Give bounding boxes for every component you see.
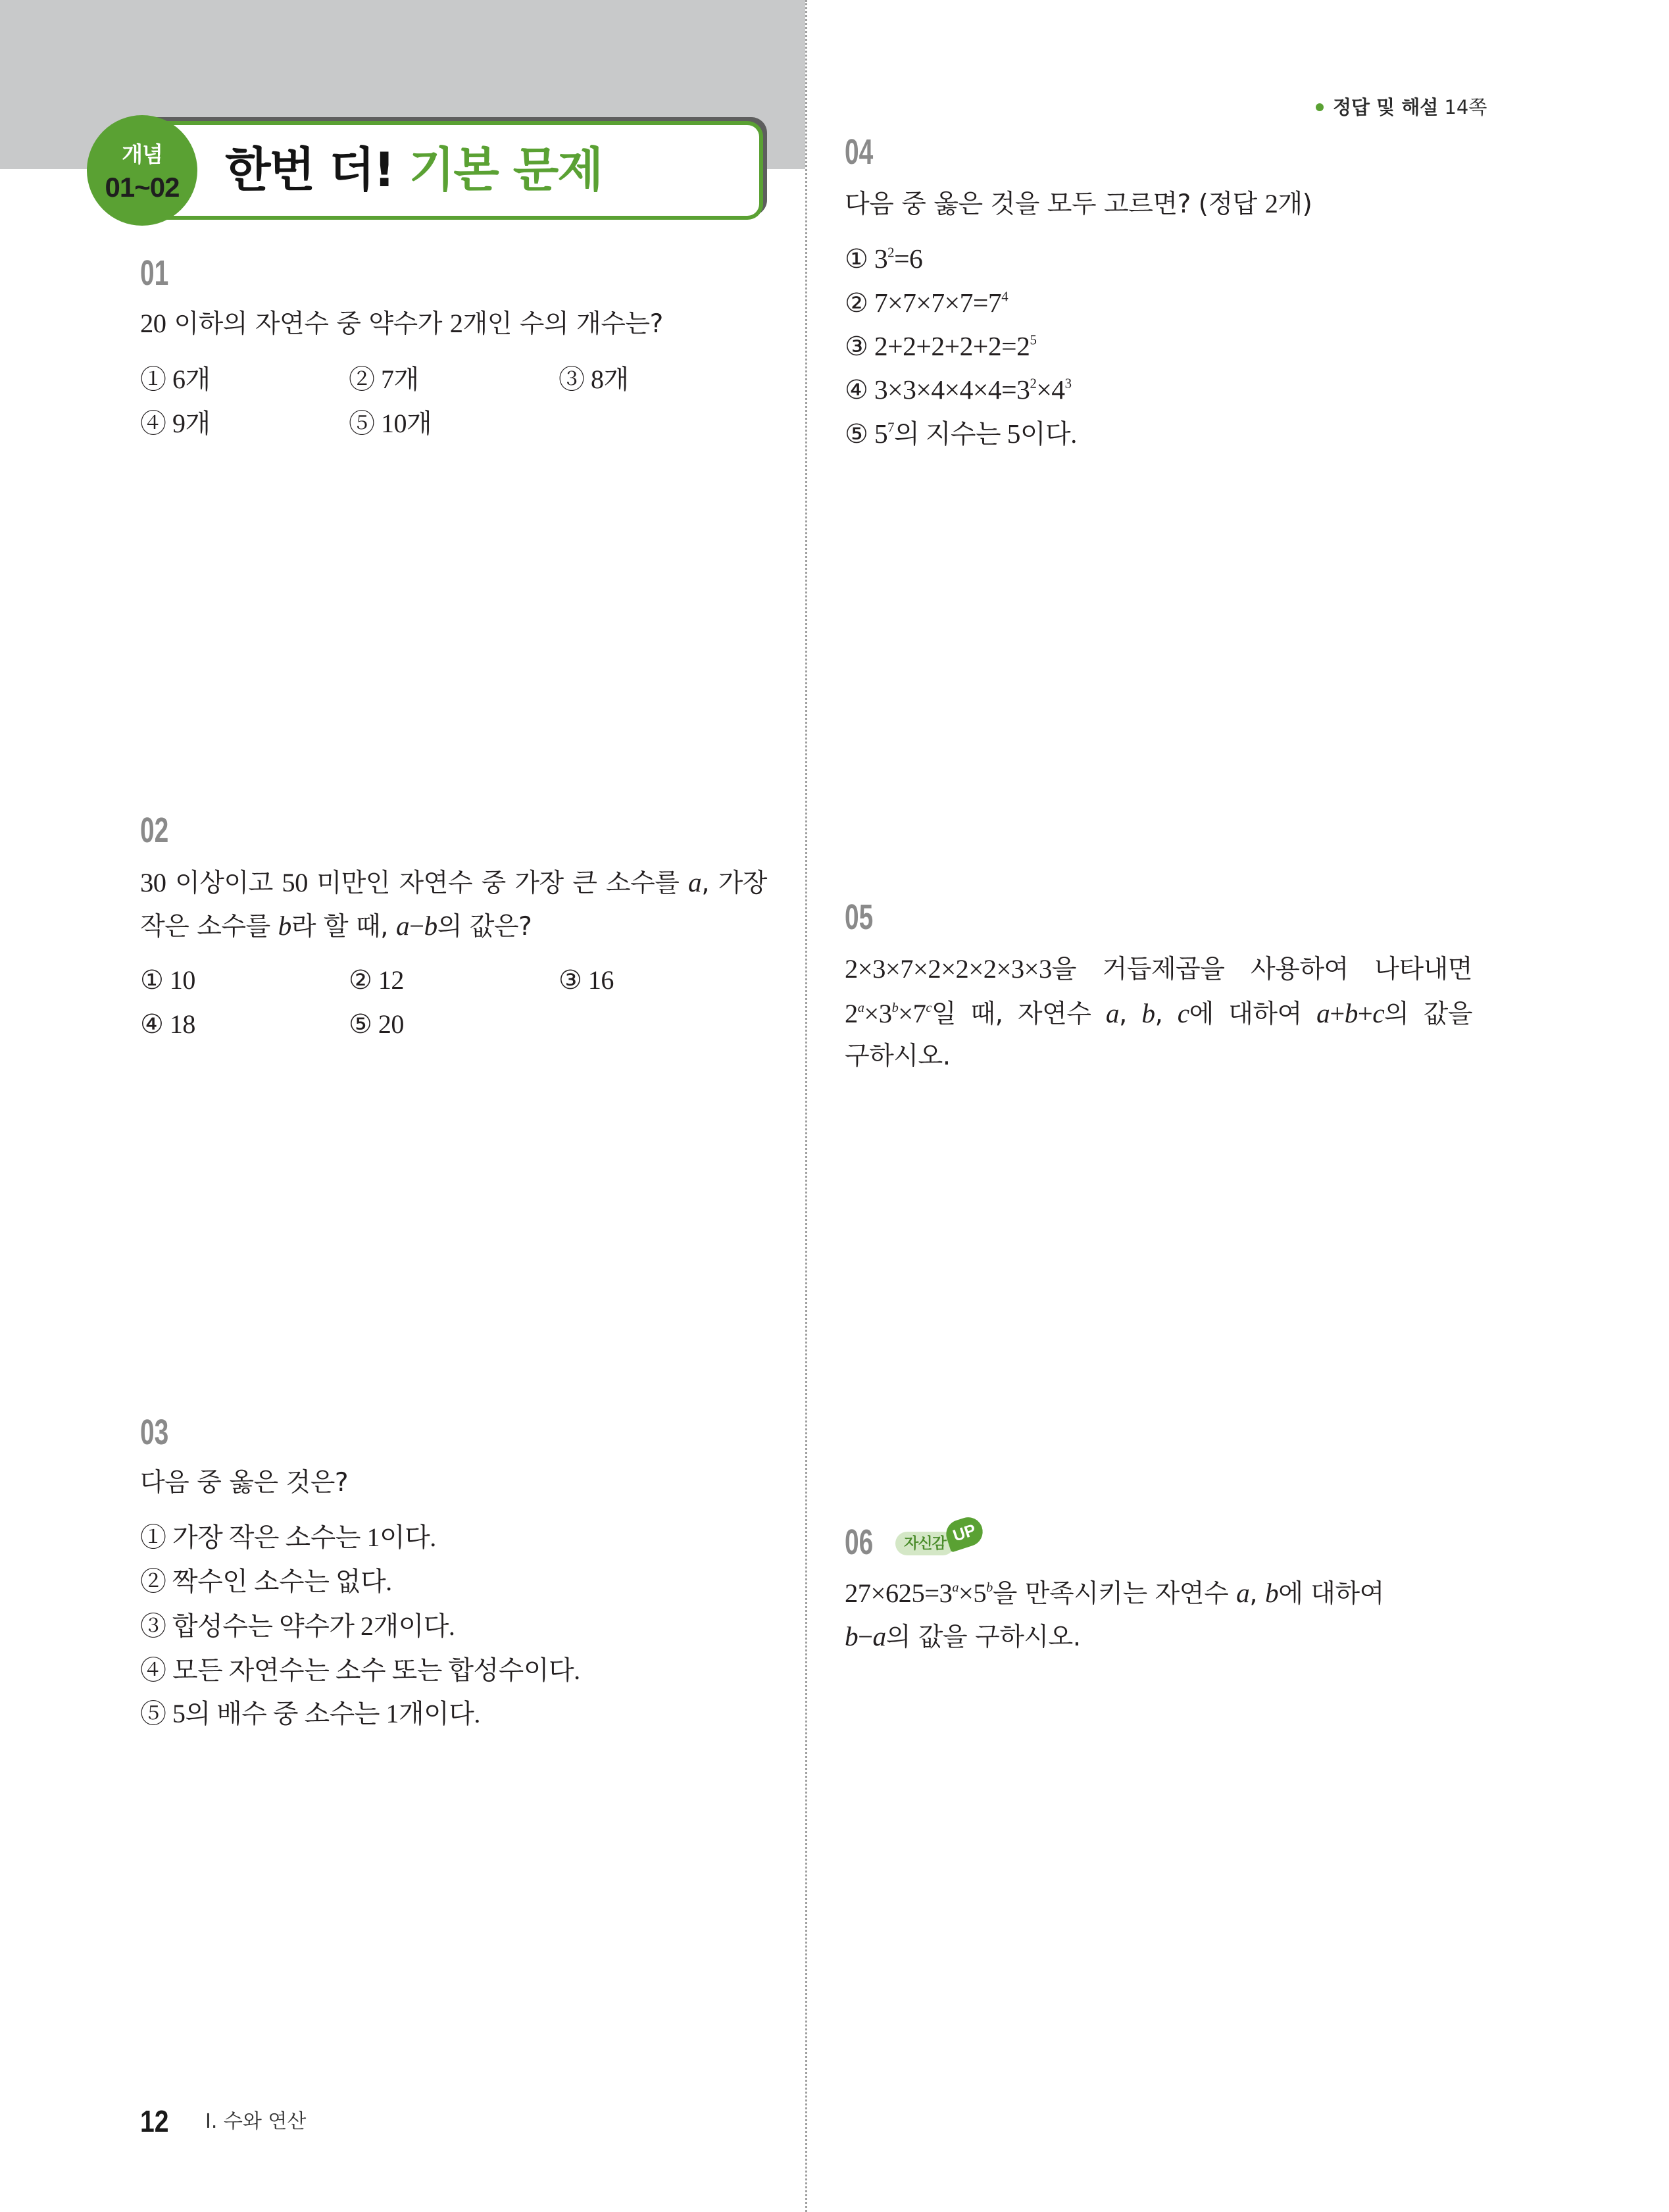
exponent: 4 (1001, 289, 1009, 305)
math-variable: a (872, 1621, 886, 1651)
exponent: 2 (887, 245, 895, 261)
question-04-text: 다음 중 옳은 것을 모두 고르면? (정답 2개) (845, 189, 1312, 219)
question-03-option-1: ① 가장 작은 소수는 1이다. (140, 1522, 436, 1552)
math-variable: a (688, 867, 702, 897)
question-number-01: 01 (140, 253, 169, 293)
exponent-variable: a (857, 1000, 864, 1015)
answer-ref-label: 정답 및 해설 (1333, 96, 1439, 118)
math-variable: b (845, 1621, 859, 1651)
question-02-option-3: ③ 16 (559, 965, 614, 995)
question-03-option-5: ⑤ 5의 배수 중 소수는 1개이다. (140, 1699, 480, 1728)
answer-reference (1316, 95, 1487, 119)
concept-badge (87, 115, 197, 226)
math-expression: + (1330, 999, 1345, 1028)
bullet-icon (1316, 103, 1324, 111)
question-03-option-2: ② 짝수인 소수는 없다. (140, 1567, 392, 1596)
question-05-text-line-3: 구하시오. (845, 1042, 951, 1071)
exponent: 5 (1030, 332, 1037, 348)
math-variable: c (1372, 998, 1385, 1028)
exponent-variable: b (986, 1580, 993, 1595)
column-divider (805, 0, 807, 2212)
math-expression: ×3 (864, 999, 892, 1028)
question-03-text: 다음 중 옳은 것은? (140, 1468, 349, 1497)
exponent-variable: b (891, 1000, 899, 1015)
section-title-main: 한번 더! (225, 142, 394, 197)
math-variable: a (1316, 998, 1330, 1028)
question-01-option-5: ⑤ 10개 (349, 409, 432, 438)
math-expression: 2+2+2+2+2=2 (874, 331, 1030, 361)
exponent-variable: c (926, 1000, 932, 1015)
math-variable: a (395, 911, 410, 941)
math-expression: 2 (449, 309, 463, 338)
question-02-text-line-1: 30 이상이고 50 미만인 자연수 중 가장 큰 소수를 a, 가장 (140, 867, 767, 898)
question-04-option-2: ② $7\times 7\times 7\times 7=7^4$ (845, 288, 1009, 318)
math-expression: 2 (1264, 189, 1278, 218)
math-expression: 2×3×7×2×2×2×3×3 (845, 954, 1052, 984)
question-number-06: 06 (845, 1522, 874, 1562)
math-expression: ×7 (898, 999, 926, 1028)
question-01-option-3: ③ 8개 (559, 364, 629, 394)
question-06-text-line-2: b−a의 값을 구하시오. (845, 1621, 1081, 1652)
math-expression: 5 (874, 418, 888, 449)
question-number-02: 02 (140, 811, 169, 850)
section-title-accent: 기본 문제 (409, 142, 602, 197)
math-variable: a (1105, 998, 1119, 1028)
question-01-text: 20 이하의 자연수 중 약수가 2개인 수의 개수는? (140, 309, 663, 339)
math-variable: b (278, 911, 291, 941)
question-04-option-3: ③ $2+2+2+2+2=2^5$ (845, 331, 1037, 361)
question-number-03: 03 (140, 1413, 169, 1452)
exponent-variable: a (952, 1580, 959, 1595)
math-expression: 5 (1007, 418, 1020, 449)
math-variable: b (1265, 1578, 1279, 1608)
question-02-option-2: ② 12 (349, 965, 404, 995)
answer-ref-page: 14쪽 (1444, 96, 1487, 118)
question-02-option-1: ① 10 (140, 965, 195, 995)
math-variable: a (1236, 1578, 1250, 1608)
math-expression: 3 (874, 243, 888, 274)
concept-badge-label: 개념 (122, 141, 162, 167)
question-02-option-4: ④ 18 (140, 1009, 195, 1039)
math-expression: ×4 (1036, 374, 1065, 405)
question-01-option-1: ① 6개 (140, 364, 211, 394)
question-05-text-line-1: 2×3×7×2×2×2×3×3을 거듭제곱을 사용하여 나타내면 (845, 954, 1472, 984)
math-variable: b (1344, 998, 1358, 1028)
math-expression: 7×7×7×7=7 (874, 288, 1002, 318)
math-expression: 27×625=3 (845, 1578, 953, 1608)
math-expression: 3×3×4×4×4=3 (874, 374, 1030, 405)
question-02-text-line-2: 작은 소수를 b라 할 때, a−b의 값은? (140, 911, 532, 942)
math-variable: b (1141, 998, 1155, 1028)
math-variable: c (1177, 998, 1189, 1028)
math-expression: − (409, 911, 424, 941)
question-05-text-line-2: $2^a\times 3^b\times 7^c$일 때, 자연수 a, b, c에 대하여 a+b+c의 값을 (845, 998, 1473, 1029)
math-expression: 2 (845, 999, 858, 1028)
question-04-option-4: ④ $3\times 3\times 4\times 4\times 4=3^2\times 4^3$ (845, 374, 1072, 405)
confidence-badge-label: 자신감 (895, 1532, 955, 1555)
question-01-option-4: ④ 9개 (140, 409, 211, 438)
math-variable: b (424, 911, 437, 941)
exponent: 7 (887, 420, 895, 436)
math-expression: 20 (140, 309, 166, 338)
math-expression: 30 (140, 868, 166, 897)
question-number-04: 04 (845, 132, 874, 172)
question-04-option-1: ① $3^2=6$ (845, 243, 923, 274)
question-04-option-5: ⑤ $5^7$의 지수는 5이다. (845, 418, 1077, 449)
section-title (225, 141, 602, 199)
exponent: 3 (1064, 376, 1072, 391)
math-expression: 50 (282, 868, 308, 897)
math-expression: ×5 (959, 1578, 987, 1608)
math-expression: − (858, 1622, 873, 1651)
chapter-title: I. 수와 연산 (205, 2110, 307, 2133)
question-06-text-line-1: $27\times 625=3^a\times 5^b$을 만족시키는 자연수 a, b에 대하여 (845, 1578, 1384, 1609)
concept-badge-range: 01~02 (105, 172, 180, 203)
page-number: 12 (140, 2104, 169, 2138)
math-expression: =6 (894, 243, 923, 274)
confidence-up-badge: UP (943, 1513, 987, 1552)
question-03-option-4: ④ 모든 자연수는 소수 또는 합성수이다. (140, 1655, 580, 1685)
question-03-option-3: ③ 합성수는 약수가 2개이다. (140, 1611, 455, 1641)
question-02-option-5: ⑤ 20 (349, 1009, 404, 1039)
exponent: 2 (1030, 376, 1037, 391)
math-expression: + (1357, 999, 1373, 1028)
question-number-05: 05 (845, 897, 874, 937)
question-01-option-2: ② 7개 (349, 364, 419, 394)
